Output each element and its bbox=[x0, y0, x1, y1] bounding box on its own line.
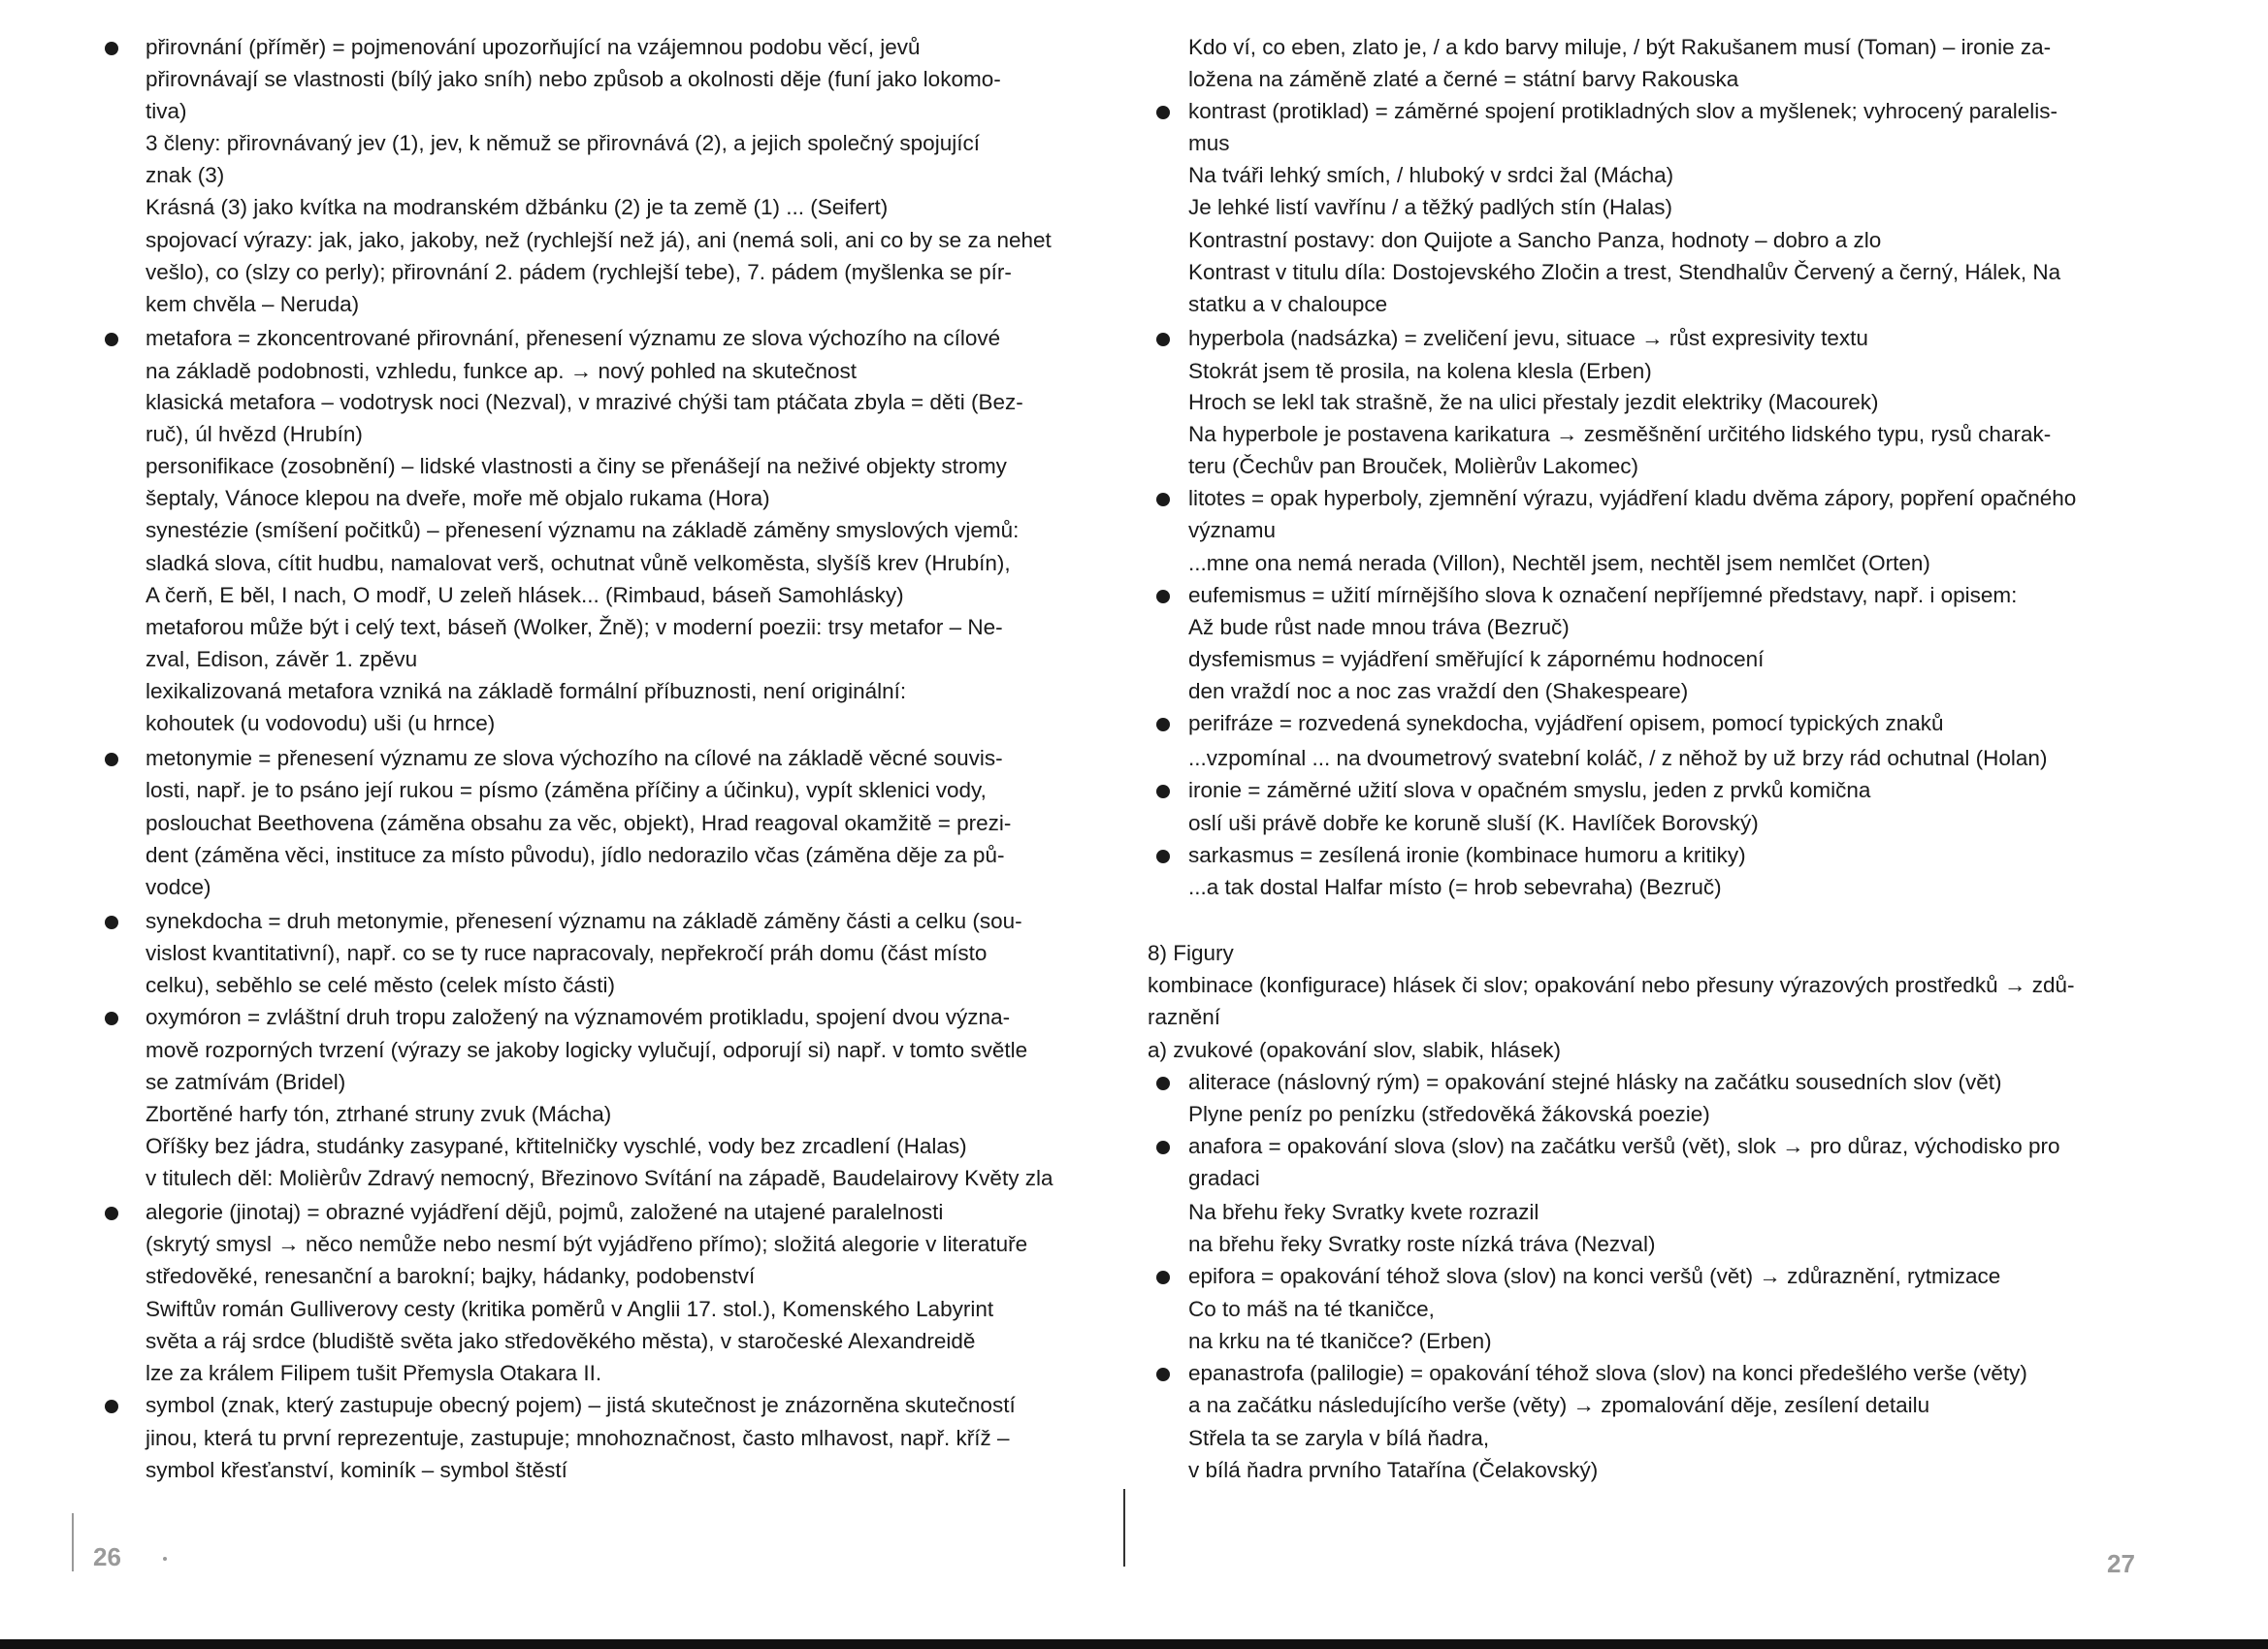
left-text-line: vodce) bbox=[146, 875, 211, 899]
right-text-line: ...a tak dostal Halfar místo (= hrob sebevraha) (Bezruč) bbox=[1188, 875, 1722, 899]
bullet-icon bbox=[105, 42, 118, 55]
right-text-line: litotes = opak hyperboly, zjemnění výrazu, vyjádření kladu dvěma zápory, popření opačného bbox=[1188, 486, 2077, 510]
left-text-line: sladká slova, cítit hudbu, namalovat verš, ochutnat vůně velkoměsta, slyšíš krev (Hrubín), bbox=[146, 551, 1011, 575]
right-text-line: a na začátku následujícího verše (věty) → zpomalování děje, zesílení detailu bbox=[1188, 1393, 1930, 1417]
margin-rule bbox=[72, 1513, 74, 1571]
right-text-line: Plyne peníz po penízku (středověká žákovská poezie) bbox=[1188, 1102, 1710, 1126]
right-text-line: den vraždí noc a noc zas vraždí den (Shakespeare) bbox=[1188, 679, 1689, 703]
left-text-line: vešlo), co (slzy co perly); přirovnání 2. pádem (rychlejší tebe), 7. pádem (myšlenka se pír- bbox=[146, 260, 1012, 284]
left-text-line: klasická metafora – vodotrysk noci (Nezval), v mrazivé chýši tam ptáčata zbyla = děti (Bez- bbox=[146, 390, 1023, 414]
bullet-icon bbox=[1156, 590, 1170, 603]
left-text-line: dent (záměna věci, instituce za místo původu), jídlo nedorazilo včas (záměna děje za pů- bbox=[146, 843, 1005, 867]
left-text-line: poslouchat Beethovena (záměna obsahu za věc, objekt), Hrad reagoval okamžitě = prezi- bbox=[146, 811, 1012, 835]
left-text-line: tiva) bbox=[146, 99, 187, 123]
right-text-line: Kontrast v titulu díla: Dostojevského Zločin a trest, Stendhalův Červený a černý, Hálek, Na bbox=[1188, 260, 2061, 284]
right-text-line: kontrast (protiklad) = záměrné spojení protikladných slov a myšlenek; vyhrocený paralelis- bbox=[1188, 99, 2058, 123]
left-text-line: mově rozporných tvrzení (výrazy se jakoby logicky vylučují, odporují si) např. v tomto světle bbox=[146, 1038, 1028, 1062]
right-text-line: Až bude růst nade mnou tráva (Bezruč) bbox=[1188, 615, 1570, 639]
left-text-line: synestézie (smíšení počitků) – přenesení významu na základě záměny smyslových vjemů: bbox=[146, 518, 1020, 542]
left-text-line: synekdocha = druh metonymie, přenesení významu na základě záměny části a celku (sou- bbox=[146, 909, 1022, 933]
right-text-line: Na břehu řeky Svratky kvete rozrazil bbox=[1188, 1200, 1539, 1224]
bullet-icon bbox=[105, 1207, 118, 1220]
right-text-line: mus bbox=[1188, 131, 1230, 155]
left-text-line: symbol (znak, který zastupuje obecný pojem) – jistá skutečnost je znázorněna skutečností bbox=[146, 1393, 1016, 1417]
left-text-line: lze za králem Filipem tušit Přemysla Otakara II. bbox=[146, 1361, 602, 1385]
right-text-line: kombinace (konfigurace) hlásek či slov; opakování nebo přesuny výrazových prostředků → zdů- bbox=[1148, 973, 2075, 997]
right-text-line: na břehu řeky Svratky roste nízká tráva (Nezval) bbox=[1188, 1232, 1656, 1256]
left-text-line: znak (3) bbox=[146, 163, 225, 187]
left-text-line: jinou, která tu první reprezentuje, zastupuje; mnohoznačnost, často mlhavost, např. kříž – bbox=[146, 1426, 1010, 1450]
right-text-line: epanastrofa (palilogie) = opakování téhož slova (slov) na konci předešlého verše (věty) bbox=[1188, 1361, 2027, 1385]
bullet-icon bbox=[1156, 106, 1170, 119]
left-text-line: na základě podobnosti, vzhledu, funkce ap. → nový pohled na skutečnost bbox=[146, 359, 857, 383]
right-text-line: statku a v chaloupce bbox=[1188, 292, 1388, 316]
left-text-line: alegorie (jinotaj) = obrazné vyjádření dějů, pojmů, založené na utajené paralelnosti bbox=[146, 1200, 944, 1224]
scan-edge bbox=[0, 1639, 2268, 1649]
right-text-line: a) zvukové (opakování slov, slabik, hlásek) bbox=[1148, 1038, 1562, 1062]
right-text-line: Stokrát jsem tě prosila, na kolena klesla (Erben) bbox=[1188, 359, 1652, 383]
left-text-line: kem chvěla – Neruda) bbox=[146, 292, 360, 316]
left-text-line: Zbortěné harfy tón, ztrhané struny zvuk (Mácha) bbox=[146, 1102, 612, 1126]
left-text-line: Swiftův román Gulliverovy cesty (kritika poměrů v Anglii 17. stol.), Komenského Labyrint bbox=[146, 1297, 994, 1321]
bullet-icon bbox=[105, 333, 118, 346]
right-text-line: Střela ta se zaryla v bílá ňadra, bbox=[1188, 1426, 1490, 1450]
right-text-line: aliterace (náslovný rým) = opakování stejné hlásky na začátku sousedních slov (vět) bbox=[1188, 1070, 2002, 1094]
left-text-line: přirovnání (příměr) = pojmenování upozorňující na vzájemnou podobu věcí, jevů bbox=[146, 35, 921, 59]
left-text-line: ruč), úl hvězd (Hrubín) bbox=[146, 422, 363, 446]
right-text-line: ložena na záměně zlaté a černé = státní barvy Rakouska bbox=[1188, 67, 1739, 91]
right-text-line: ...vzpomínal ... na dvoumetrový svatební koláč, / z něhož by už brzy rád ochutnal (Holan) bbox=[1188, 746, 2048, 770]
right-text-line: Hroch se lekl tak strašně, že na ulici přestaly jezdit elektriky (Macourek) bbox=[1188, 390, 1879, 414]
right-text-line: Na tváři lehký smích, / hluboký v srdci žal (Mácha) bbox=[1188, 163, 1674, 187]
left-text-line: středověké, renesanční a barokní; bajky, hádanky, podobenství bbox=[146, 1264, 756, 1288]
left-text-line: v titulech děl: Molièrův Zdravý nemocný, Březinovo Svítání na západě, Baudelairovy Květy zla bbox=[146, 1166, 1053, 1190]
left-text-line: oxymóron = zvláštní druh tropu založený na významovém protikladu, spojení dvou význa- bbox=[146, 1005, 1011, 1029]
right-page bbox=[1134, 0, 2268, 1649]
left-text-line: losti, např. je to psáno její rukou = písmo (záměna příčiny a účinku), vypít sklenici vody, bbox=[146, 778, 987, 802]
left-text-line: světa a ráj srdce (bludiště světa jako středověkého města), v staročeské Alexandreidě bbox=[146, 1329, 976, 1353]
bullet-icon bbox=[1156, 850, 1170, 863]
right-text-line: teru (Čechův pan Brouček, Molièrův Lakomec) bbox=[1188, 454, 1638, 478]
left-text-line: symbol křesťanství, kominík – symbol štěstí bbox=[146, 1458, 567, 1482]
bullet-icon bbox=[105, 916, 118, 929]
right-text-line: raznění bbox=[1148, 1005, 1221, 1029]
right-text-line: sarkasmus = zesílená ironie (kombinace humoru a kritiky) bbox=[1188, 843, 1746, 867]
bullet-icon bbox=[105, 753, 118, 766]
left-text-line: personifikace (zosobnění) – lidské vlastnosti a činy se přenášejí na neživé objekty stromy bbox=[146, 454, 1007, 478]
right-text-line: dysfemismus = vyjádření směřující k zápornému hodnocení bbox=[1188, 647, 1765, 671]
left-text-line: kohoutek (u vodovodu) uši (u hrnce) bbox=[146, 711, 496, 735]
right-text-line: Co to máš na té tkaničce, bbox=[1188, 1297, 1435, 1321]
left-text-line: přirovnávají se vlastnosti (bílý jako sníh) nebo způsob a okolnosti děje (funí jako lokomo- bbox=[146, 67, 1001, 91]
left-text-line: spojovací výrazy: jak, jako, jakoby, než (rychlejší než já), ani (nemá soli, ani co by se za nehet bbox=[146, 228, 1052, 252]
left-text-line: 3 členy: přirovnávaný jev (1), jev, k němuž se přirovnává (2), a jejich společný spojující bbox=[146, 131, 980, 155]
gutter-rule bbox=[1123, 1489, 1125, 1567]
left-text-line: se zatmívám (Bridel) bbox=[146, 1070, 346, 1094]
left-text-line: zval, Edison, závěr 1. zpěvu bbox=[146, 647, 418, 671]
right-text-line: anafora = opakování slova (slov) na začátku veršů (vět), slok → pro důraz, východisko pro bbox=[1188, 1134, 2060, 1158]
left-text-line: celku), seběhlo se celé město (celek místo části) bbox=[146, 973, 615, 997]
bullet-icon bbox=[105, 1400, 118, 1413]
right-text-line: eufemismus = užití mírnějšího slova k označení nepříjemné představy, např. i opisem: bbox=[1188, 583, 2018, 607]
right-text-line: na krku na té tkaničce? (Erben) bbox=[1188, 1329, 1492, 1353]
bullet-icon bbox=[1156, 493, 1170, 506]
right-text-line: Na hyperbole je postavena karikatura → zesměšnění určitého lidského typu, rysů charak- bbox=[1188, 422, 2052, 446]
bullet-icon bbox=[1156, 1141, 1170, 1154]
left-text-line: Krásná (3) jako kvítka na modranském džbánku (2) je ta země (1) ... (Seifert) bbox=[146, 195, 889, 219]
right-text-line: 8) Figury bbox=[1148, 941, 1234, 965]
right-text-line: oslí uši právě dobře ke koruně sluší (K. Havlíček Borovský) bbox=[1188, 811, 1759, 835]
bullet-icon bbox=[1156, 1368, 1170, 1381]
left-text-line: vislost kvantitativní), např. co se ty ruce napracovaly, nepřekročí práh domu (část místo bbox=[146, 941, 988, 965]
right-text-line: Kdo ví, co eben, zlato je, / a kdo barvy miluje, / být Rakušanem musí (Toman) – ironie za- bbox=[1188, 35, 2052, 59]
bullet-icon bbox=[1156, 785, 1170, 798]
left-text-line: metafora = zkoncentrované přirovnání, přenesení významu ze slova výchozího na cílové bbox=[146, 326, 1001, 350]
right-text-line: Kontrastní postavy: don Quijote a Sancho Panza, hodnoty – dobro a zlo bbox=[1188, 228, 1882, 252]
bullet-icon bbox=[1156, 1077, 1170, 1090]
right-text-line: perifráze = rozvedená synekdocha, vyjádření opisem, pomocí typických znaků bbox=[1188, 711, 1944, 735]
right-text-line: hyperbola (nadsázka) = zveličení jevu, situace → růst expresivity textu bbox=[1188, 326, 1868, 350]
right-text-line: Je lehké listí vavřínu / a těžký padlých stín (Halas) bbox=[1188, 195, 1672, 219]
page-number-left: 26 bbox=[93, 1542, 121, 1571]
print-mark bbox=[163, 1557, 167, 1561]
right-text-line: ironie = záměrné užití slova v opačném smyslu, jeden z prvků komična bbox=[1188, 778, 1871, 802]
left-text-line: metonymie = přenesení významu ze slova výchozího na cílové na základě věcné souvis- bbox=[146, 746, 1003, 770]
right-text-line: významu bbox=[1188, 518, 1277, 542]
right-text-line: ...mne ona nemá nerada (Villon), Nechtěl jsem, nechtěl jsem nemlčet (Orten) bbox=[1188, 551, 1930, 575]
bullet-icon bbox=[105, 1012, 118, 1025]
left-text-line: Oříšky bez jádra, studánky zasypané, křtitelničky vyschlé, vody bez zrcadlení (Halas) bbox=[146, 1134, 967, 1158]
left-text-line: (skrytý smysl → něco nemůže nebo nesmí být vyjádřeno přímo); složitá alegorie v literatuře bbox=[146, 1232, 1028, 1256]
right-text-line: epifora = opakování téhož slova (slov) na konci veršů (vět) → zdůraznění, rytmizace bbox=[1188, 1264, 2001, 1288]
left-text-line: A čerň, E běl, I nach, O modř, U zeleň hlásek... (Rimbaud, báseň Samohlásky) bbox=[146, 583, 904, 607]
left-text-line: lexikalizovaná metafora vzniká na základě formální příbuznosti, není originální: bbox=[146, 679, 907, 703]
bullet-icon bbox=[1156, 333, 1170, 346]
right-text-line: v bílá ňadra prvního Tatařína (Čelakovský) bbox=[1188, 1458, 1599, 1482]
left-text-line: šeptaly, Vánoce klepou na dveře, moře mě objalo rukama (Hora) bbox=[146, 486, 770, 510]
bullet-icon bbox=[1156, 1271, 1170, 1284]
right-text-line: gradaci bbox=[1188, 1166, 1260, 1190]
bullet-icon bbox=[1156, 718, 1170, 731]
left-text-line: metaforou může být i celý text, báseň (Wolker, Žně); v moderní poezii: trsy metafor – Ne- bbox=[146, 615, 1003, 639]
page-number-right: 27 bbox=[2107, 1549, 2135, 1578]
